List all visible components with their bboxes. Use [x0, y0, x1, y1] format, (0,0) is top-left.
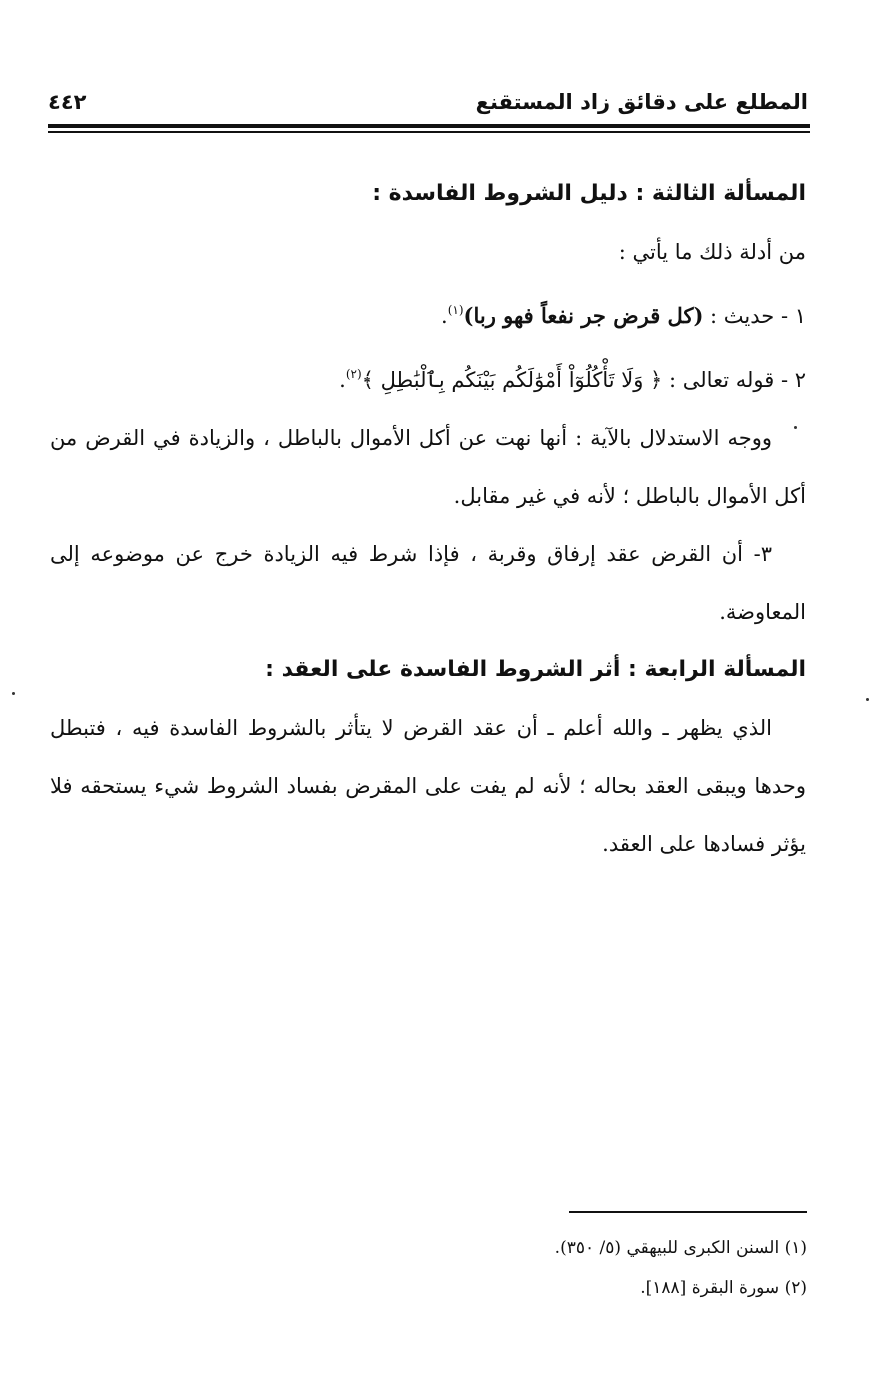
footnote-2: (٢) سورة البقرة [١٨٨]. [640, 1278, 807, 1298]
hadith-quote: (كل قرض جر نفعاً فهو ربا) [463, 303, 704, 328]
footnote-ref-1: (١) [447, 303, 464, 317]
footnote-ref-2: (٢) [345, 367, 362, 381]
ruling-paragraph: الذي يظهر ـ والله أعلم ـ أن عقد القرض لا يتأثر بالشروط الفاسدة فيه ، فتبطل وحدها ويبقى العقد بحاله ؛ لأنه لم يفت على المقرض بفساد الشروط شيء يستحقه فلا يؤثر فسادها على العقد. [50, 716, 806, 856]
evidence-item-2 [50, 345, 806, 409]
header-rule-thin [48, 131, 810, 133]
inference-paragraph: ووجه الاستدلال بالآية : أنها نهت عن أكل الأموال بالباطل ، والزيادة في القرض من أكل الأموال بالباطل ؛ لأنه في غير مقابل. [50, 426, 806, 508]
evidence-item-3: ٣- أن القرض عقد إرفاق وقربة ، فإذا شرط فيه الزيادة خرج عن موضوعه إلى المعاوضة. [50, 542, 806, 624]
book-title: المطلع على دقائق زاد المستقنع [475, 90, 808, 114]
intro-line: من أدلة ذلك ما يأتي : [618, 240, 806, 264]
page-number: ٤٤٢ [48, 90, 87, 114]
item-2-prefix: ٢ - قوله تعالى : [662, 368, 806, 392]
page-body [50, 165, 806, 873]
footnote-separator [569, 1211, 807, 1213]
running-header [48, 88, 808, 118]
footnotes [107, 1228, 807, 1308]
scan-speck [12, 692, 15, 695]
item-2-end: . [339, 368, 346, 392]
item-1-end: . [441, 304, 448, 328]
section-heading-4: المسألة الرابعة : أثر الشروط الفاسدة على العقد : [265, 657, 806, 682]
evidence-item-1 [50, 281, 806, 345]
section-heading-3: المسألة الثالثة : دليل الشروط الفاسدة : [372, 181, 806, 206]
item-1-prefix: ١ - حديث : [703, 304, 806, 328]
footnote-1: (١) السنن الكبرى للبيهقي (٥/ ٣٥٠). [554, 1238, 807, 1258]
quran-verse: ﴿ وَلَا تَأْكُلُوٓاْ أَمْوَٰلَكُم بَيْنَكُم بِٱلْبَٰطِلِ ﴾ [361, 368, 663, 392]
scan-speck [866, 698, 869, 701]
header-rule-thick [48, 124, 810, 128]
scan-speck [794, 426, 797, 429]
